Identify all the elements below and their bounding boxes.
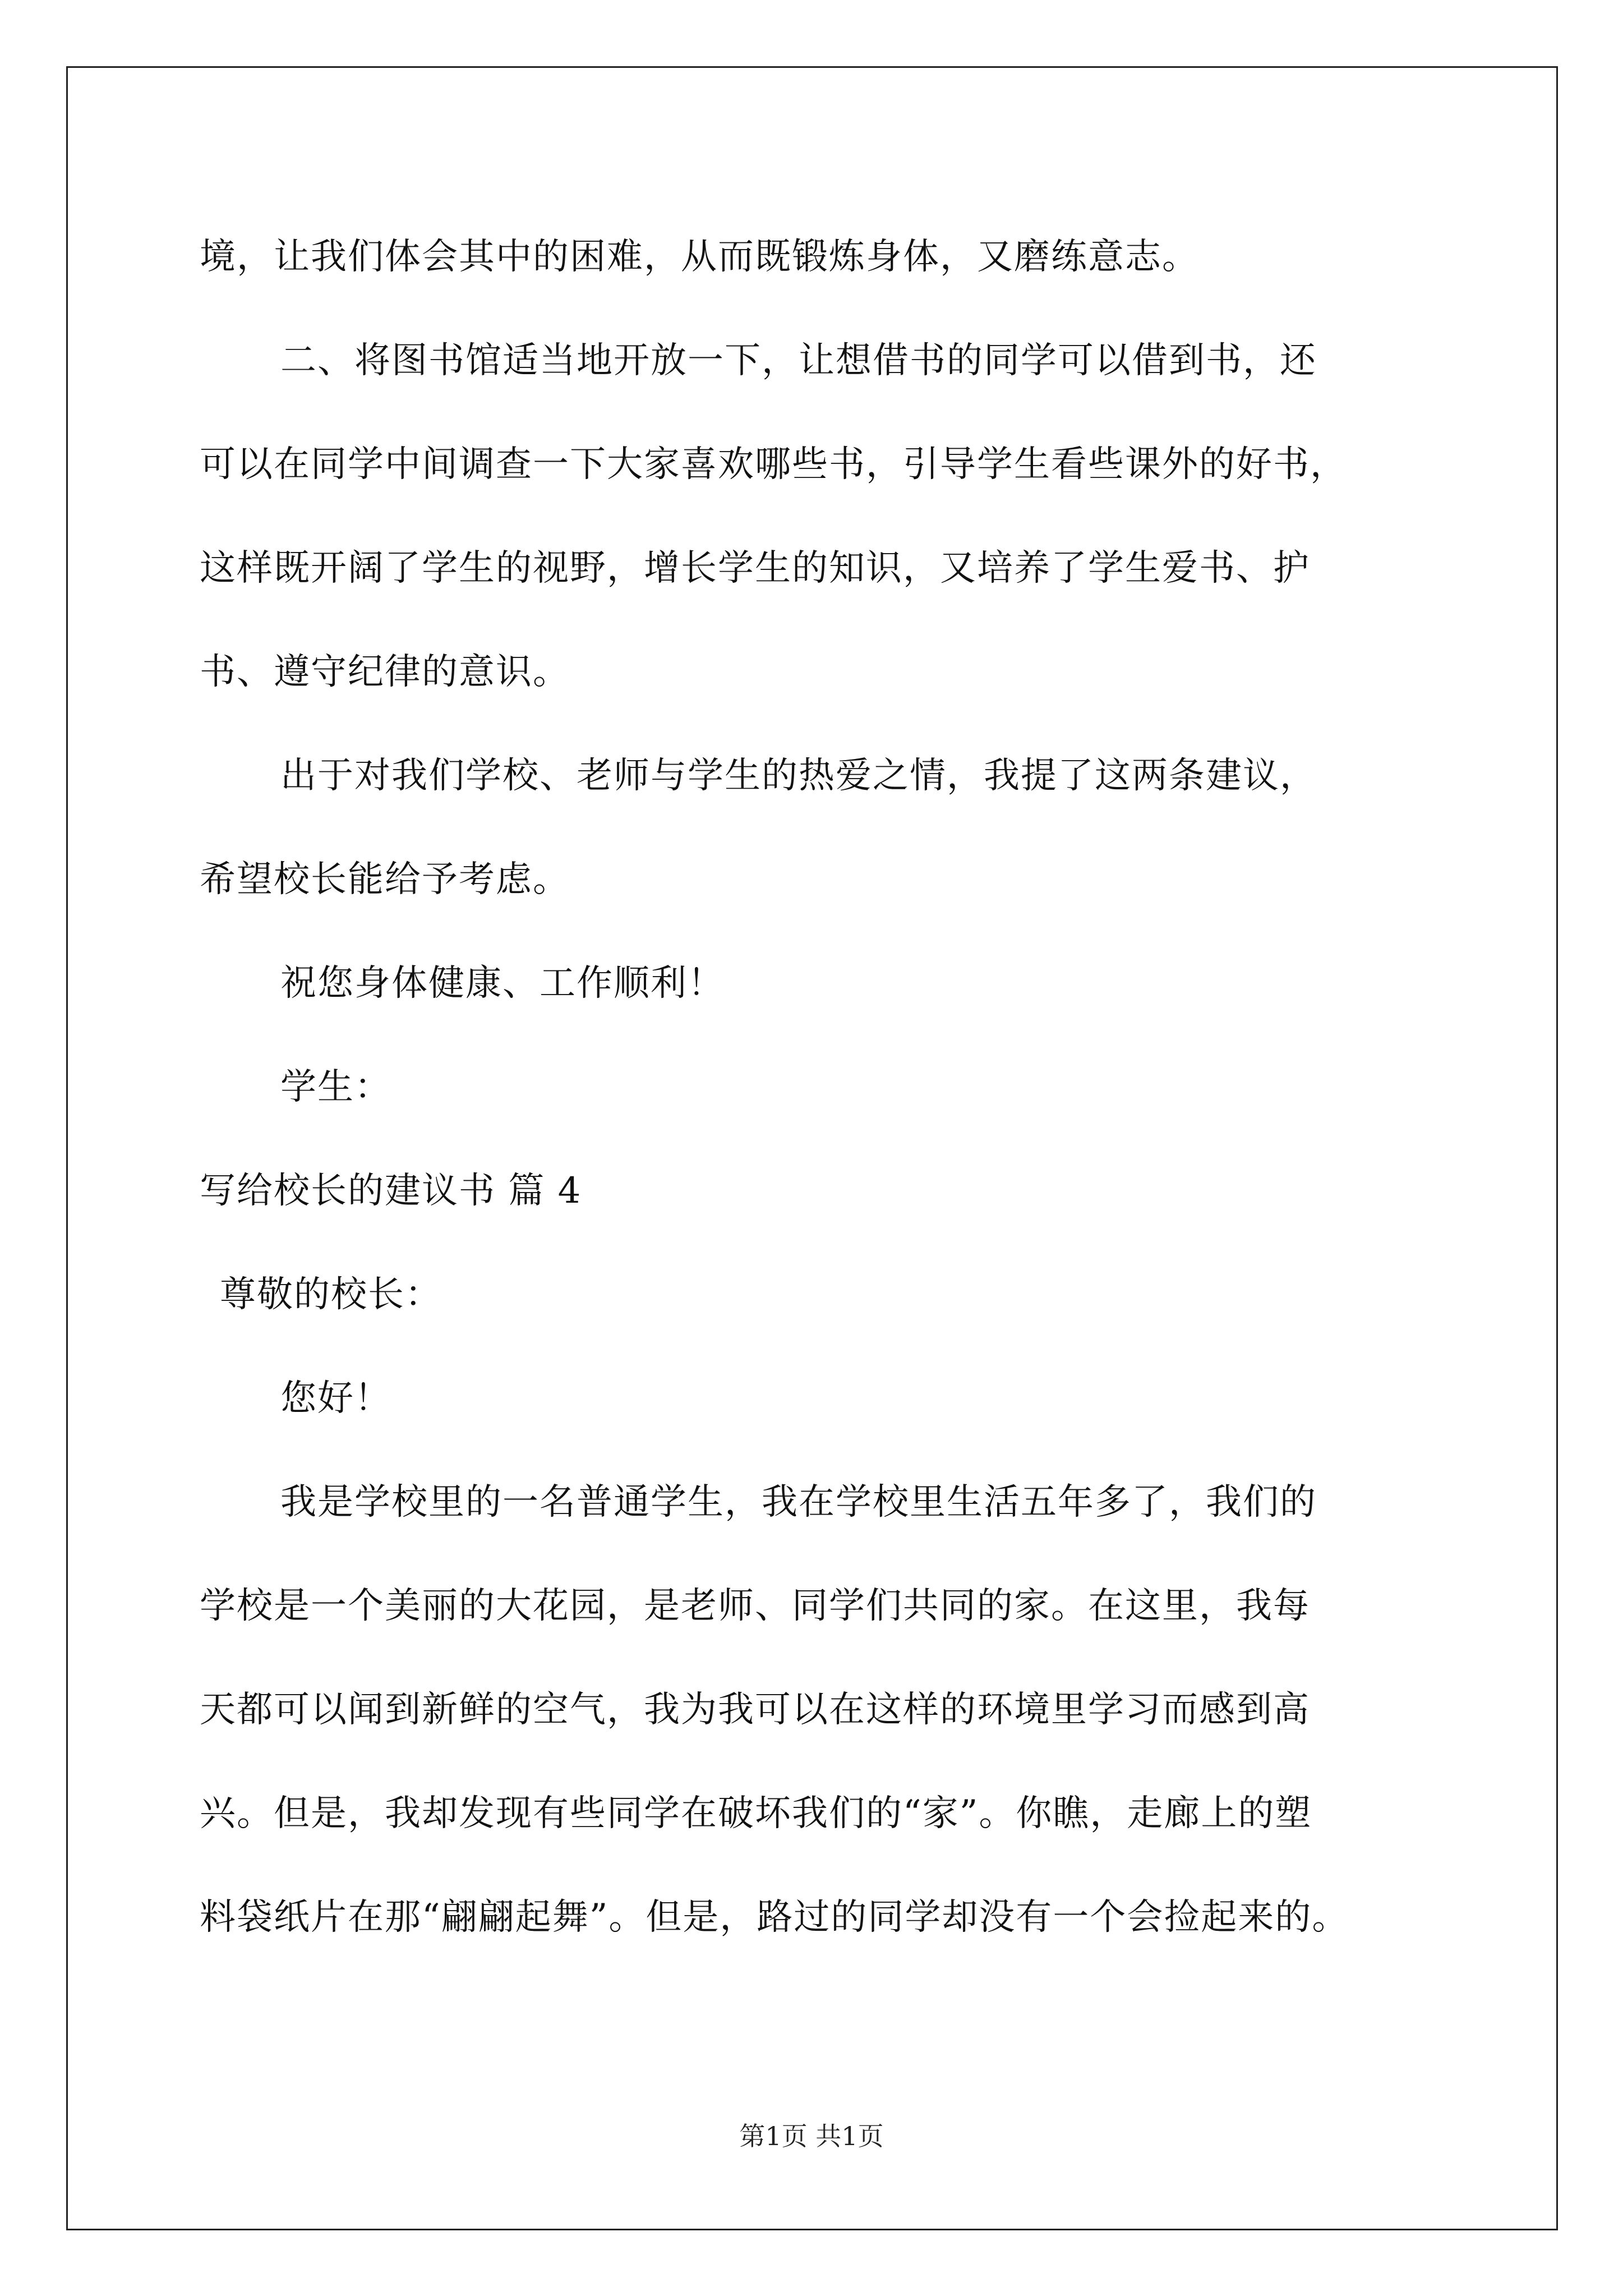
salutation: 尊敬的校长：: [220, 1274, 442, 1315]
section-heading: 写给校长的建议书 篇 4: [200, 1170, 582, 1212]
text-line: 料袋纸片在那“翩翩起舞”。但是，路过的同学却没有一个会捡起来的。: [200, 1897, 1349, 1938]
text-line: 二、将图书馆适当地开放一下，让想借书的同学可以借到书，还: [280, 340, 1317, 381]
text-line: 天都可以闻到新鲜的空气，我为我可以在这样的环境里学习而感到高: [200, 1689, 1310, 1731]
text-line: 我是学校里的一名普通学生，我在学校里生活五年多了，我们的: [280, 1481, 1317, 1523]
text-line: 出于对我们学校、老师与学生的热爱之情，我提了这两条建议，: [280, 755, 1317, 797]
greeting: 您好！: [280, 1378, 391, 1419]
text-line: 这样既开阔了学生的视野，增长学生的知识，又培养了学生爱书、护: [200, 547, 1310, 589]
text-line: 境，让我们体会其中的困难，从而既锻炼身体，又磨练意志。: [200, 236, 1199, 278]
text-line: 学校是一个美丽的大花园，是老师、同学们共同的家。在这里，我每: [200, 1585, 1310, 1627]
signature-label: 学生：: [280, 1066, 391, 1108]
closing-wish: 祝您身体健康、工作顺利！: [280, 963, 725, 1004]
page-footer: 第1页 共1页: [739, 2121, 884, 2151]
text-line: 希望校长能给予考虑。: [200, 859, 570, 900]
text-line: 兴。但是，我却发现有些同学在破坏我们的“家”。你瞧，走廊上的塑: [200, 1793, 1312, 1834]
text-line: 书、遵守纪律的意识。: [200, 651, 570, 693]
text-line: 可以在同学中间调查一下大家喜欢哪些书，引导学生看些课外的好书，: [200, 444, 1347, 485]
